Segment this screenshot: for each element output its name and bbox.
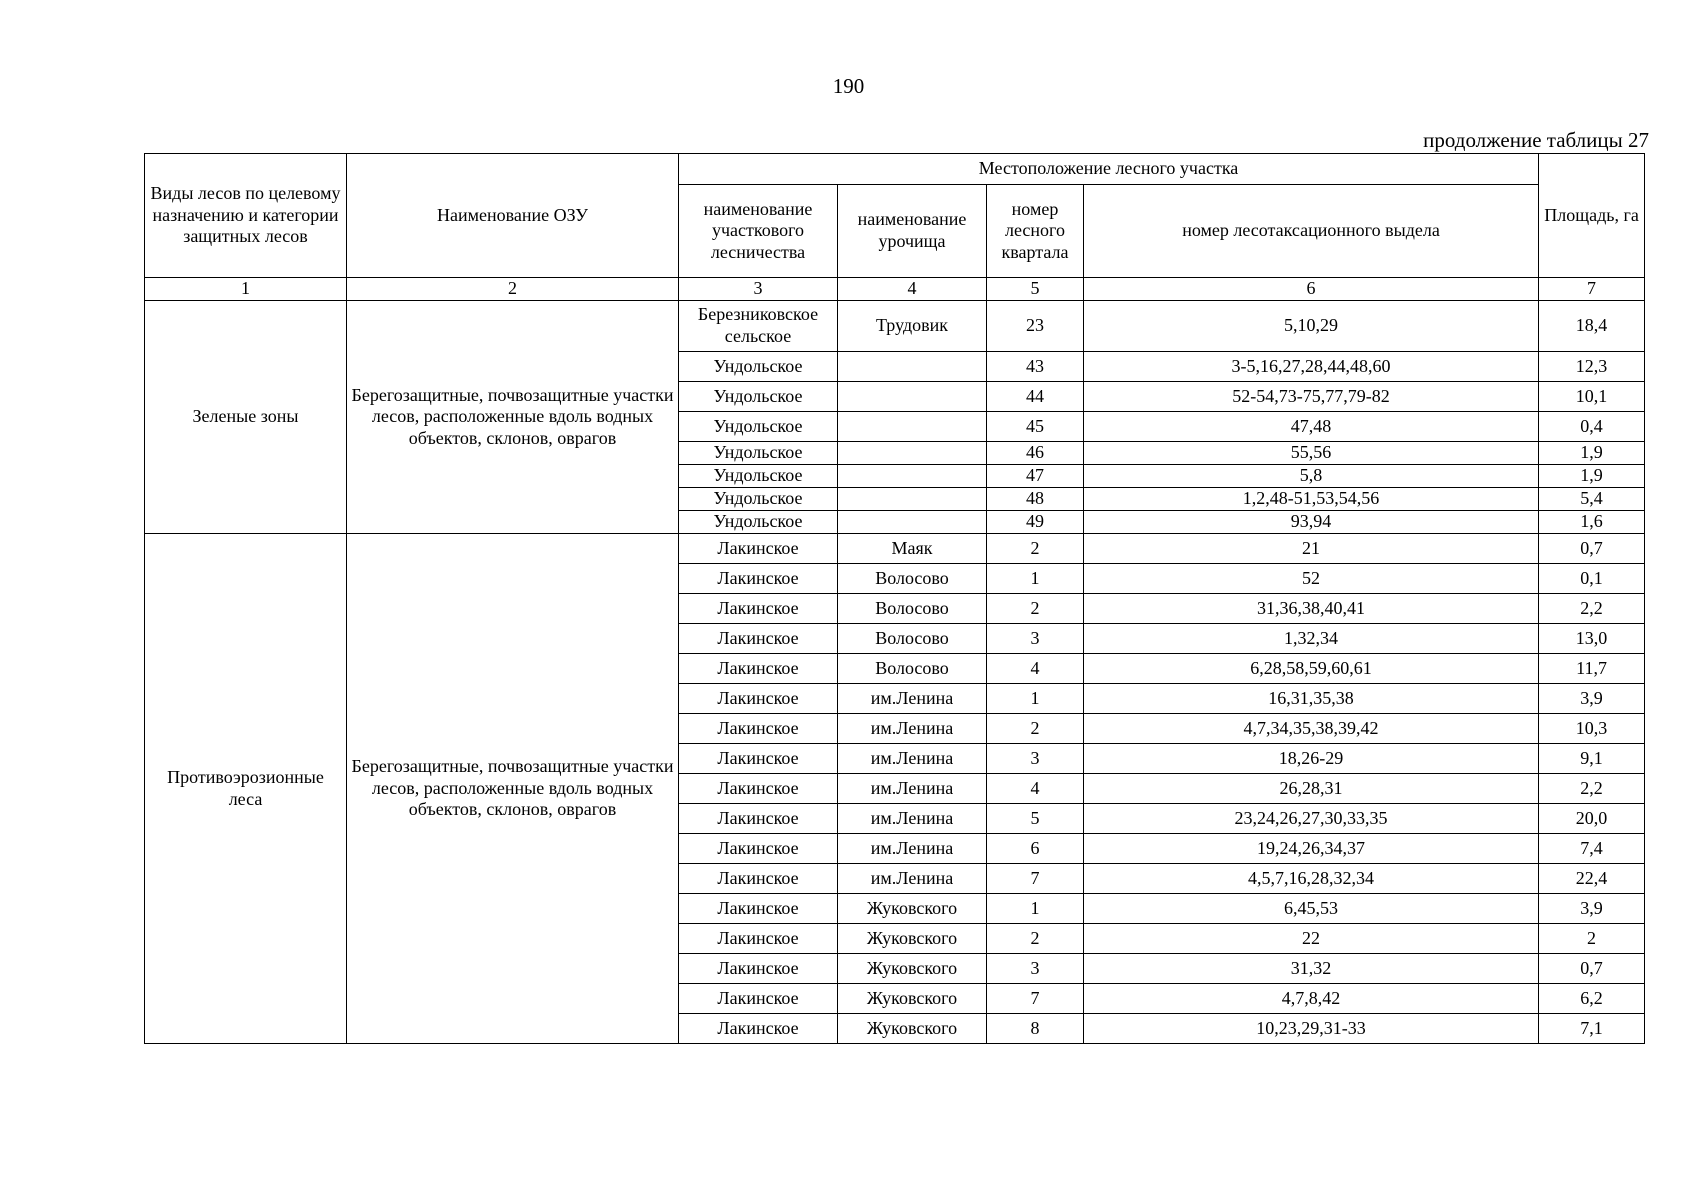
- area-cell: 10,1: [1539, 382, 1645, 412]
- ozu-name-cell: Берегозащитные, почвозащитные участки лесов, расположенные вдоль водных объектов, склонов, оврагов: [347, 534, 679, 1044]
- area-cell: 2: [1539, 924, 1645, 954]
- header-location-group: Местоположение лесного участка: [679, 154, 1539, 185]
- page-number: 190: [832, 74, 865, 98]
- area-cell: 2,2: [1539, 594, 1645, 624]
- forestry-cell: Лакинское: [679, 534, 838, 564]
- table-body: [145, 301, 1645, 1044]
- forest-type-cell: Зеленые зоны: [145, 301, 347, 534]
- plots-cell: 31,36,38,40,41: [1084, 594, 1539, 624]
- tract-cell: им.Ленина: [838, 834, 987, 864]
- quarter-cell: 7: [987, 864, 1084, 894]
- forestry-cell: Лакинское: [679, 744, 838, 774]
- plots-cell: 22: [1084, 924, 1539, 954]
- area-cell: 0,4: [1539, 412, 1645, 442]
- plots-cell: 6,28,58,59,60,61: [1084, 654, 1539, 684]
- area-cell: 7,1: [1539, 1014, 1645, 1044]
- header-forestry: наименование участкового лесничества: [679, 185, 838, 278]
- quarter-cell: 6: [987, 834, 1084, 864]
- quarter-cell: 49: [987, 511, 1084, 534]
- plots-cell: 4,7,34,35,38,39,42: [1084, 714, 1539, 744]
- quarter-cell: 3: [987, 744, 1084, 774]
- tract-cell: [838, 382, 987, 412]
- ozu-name-cell: Берегозащитные, почвозащитные участки лесов, расположенные вдоль водных объектов, склонов, оврагов: [347, 301, 679, 534]
- forestry-cell: Лакинское: [679, 834, 838, 864]
- plots-cell: 23,24,26,27,30,33,35: [1084, 804, 1539, 834]
- area-cell: 0,1: [1539, 564, 1645, 594]
- forestry-cell: Лакинское: [679, 894, 838, 924]
- plots-cell: 18,26-29: [1084, 744, 1539, 774]
- tract-cell: [838, 442, 987, 465]
- tract-cell: Волосово: [838, 654, 987, 684]
- area-cell: 1,9: [1539, 465, 1645, 488]
- area-cell: 10,3: [1539, 714, 1645, 744]
- plots-cell: 93,94: [1084, 511, 1539, 534]
- tract-cell: [838, 465, 987, 488]
- header-forest-type: Виды лесов по целевому назначению и категории защитных лесов: [145, 154, 347, 278]
- plots-cell: 5,10,29: [1084, 301, 1539, 352]
- forestry-cell: Ундольское: [679, 412, 838, 442]
- area-cell: 18,4: [1539, 301, 1645, 352]
- quarter-cell: 1: [987, 684, 1084, 714]
- tract-cell: Маяк: [838, 534, 987, 564]
- header-area: Площадь, га: [1539, 154, 1645, 278]
- forestry-cell: Ундольское: [679, 442, 838, 465]
- column-number: 5: [987, 278, 1084, 301]
- area-cell: 9,1: [1539, 744, 1645, 774]
- quarter-cell: 4: [987, 774, 1084, 804]
- forestry-cell: Лакинское: [679, 984, 838, 1014]
- column-number: 1: [145, 278, 347, 301]
- header-ozu-name: Наименование ОЗУ: [347, 154, 679, 278]
- quarter-cell: 2: [987, 714, 1084, 744]
- table-row: [145, 534, 1645, 564]
- forestry-cell: Лакинское: [679, 924, 838, 954]
- tract-cell: Жуковского: [838, 894, 987, 924]
- plots-cell: 52-54,73-75,77,79-82: [1084, 382, 1539, 412]
- area-cell: 22,4: [1539, 864, 1645, 894]
- plots-cell: 16,31,35,38: [1084, 684, 1539, 714]
- plots-cell: 5,8: [1084, 465, 1539, 488]
- area-cell: 20,0: [1539, 804, 1645, 834]
- tract-cell: Волосово: [838, 624, 987, 654]
- quarter-cell: 7: [987, 984, 1084, 1014]
- tract-cell: им.Ленина: [838, 714, 987, 744]
- quarter-cell: 3: [987, 624, 1084, 654]
- tract-cell: [838, 352, 987, 382]
- forestry-cell: Лакинское: [679, 564, 838, 594]
- tract-cell: Жуковского: [838, 924, 987, 954]
- plots-cell: 3-5,16,27,28,44,48,60: [1084, 352, 1539, 382]
- quarter-cell: 2: [987, 924, 1084, 954]
- tract-cell: Волосово: [838, 594, 987, 624]
- quarter-cell: 3: [987, 954, 1084, 984]
- column-number-row: [145, 278, 1645, 301]
- area-cell: 0,7: [1539, 534, 1645, 564]
- column-number: 4: [838, 278, 987, 301]
- tract-cell: им.Ленина: [838, 744, 987, 774]
- tract-cell: [838, 488, 987, 511]
- quarter-cell: 2: [987, 594, 1084, 624]
- plots-cell: 52: [1084, 564, 1539, 594]
- plots-cell: 47,48: [1084, 412, 1539, 442]
- quarter-cell: 45: [987, 412, 1084, 442]
- tract-cell: Жуковского: [838, 1014, 987, 1044]
- forestry-cell: Лакинское: [679, 684, 838, 714]
- area-cell: 1,9: [1539, 442, 1645, 465]
- forestry-cell: Ундольское: [679, 382, 838, 412]
- tract-cell: им.Ленина: [838, 684, 987, 714]
- forestry-cell: Лакинское: [679, 624, 838, 654]
- header-row: [145, 154, 1645, 185]
- quarter-cell: 46: [987, 442, 1084, 465]
- header-tract: наименование урочища: [838, 185, 987, 278]
- plots-cell: 10,23,29,31-33: [1084, 1014, 1539, 1044]
- forestry-cell: Березниковское сельское: [679, 301, 838, 352]
- tract-cell: им.Ленина: [838, 804, 987, 834]
- column-number: 2: [347, 278, 679, 301]
- forestry-cell: Лакинское: [679, 804, 838, 834]
- quarter-cell: 43: [987, 352, 1084, 382]
- tract-cell: Жуковского: [838, 984, 987, 1014]
- plots-cell: 31,32: [1084, 954, 1539, 984]
- column-number: 7: [1539, 278, 1645, 301]
- quarter-cell: 44: [987, 382, 1084, 412]
- quarter-cell: 48: [987, 488, 1084, 511]
- quarter-cell: 2: [987, 534, 1084, 564]
- quarter-cell: 4: [987, 654, 1084, 684]
- forest-type-cell: Противоэрозионные леса: [145, 534, 347, 1044]
- forestry-cell: Лакинское: [679, 864, 838, 894]
- forestry-cell: Лакинское: [679, 1014, 838, 1044]
- forestry-cell: Лакинское: [679, 594, 838, 624]
- plots-cell: 26,28,31: [1084, 774, 1539, 804]
- forest-table: [144, 153, 1645, 1044]
- area-cell: 6,2: [1539, 984, 1645, 1014]
- area-cell: 3,9: [1539, 684, 1645, 714]
- tract-cell: [838, 511, 987, 534]
- header-plots: номер лесотаксационного выдела: [1084, 185, 1539, 278]
- forestry-cell: Лакинское: [679, 774, 838, 804]
- area-cell: 1,6: [1539, 511, 1645, 534]
- table-row: [145, 301, 1645, 352]
- plots-cell: 6,45,53: [1084, 894, 1539, 924]
- forestry-cell: Ундольское: [679, 488, 838, 511]
- quarter-cell: 23: [987, 301, 1084, 352]
- column-number: 6: [1084, 278, 1539, 301]
- tract-cell: Жуковского: [838, 954, 987, 984]
- tract-cell: Трудовик: [838, 301, 987, 352]
- plots-cell: 4,5,7,16,28,32,34: [1084, 864, 1539, 894]
- area-cell: 0,7: [1539, 954, 1645, 984]
- table-caption: продолжение таблицы 27: [1423, 128, 1649, 152]
- plots-cell: 21: [1084, 534, 1539, 564]
- forestry-cell: Лакинское: [679, 654, 838, 684]
- area-cell: 3,9: [1539, 894, 1645, 924]
- plots-cell: 1,2,48-51,53,54,56: [1084, 488, 1539, 511]
- forestry-cell: Ундольское: [679, 465, 838, 488]
- header-quarter: номер лесного квартала: [987, 185, 1084, 278]
- plots-cell: 55,56: [1084, 442, 1539, 465]
- plots-cell: 19,24,26,34,37: [1084, 834, 1539, 864]
- tract-cell: Волосово: [838, 564, 987, 594]
- tract-cell: им.Ленина: [838, 774, 987, 804]
- area-cell: 2,2: [1539, 774, 1645, 804]
- plots-cell: 4,7,8,42: [1084, 984, 1539, 1014]
- forestry-cell: Ундольское: [679, 352, 838, 382]
- area-cell: 7,4: [1539, 834, 1645, 864]
- area-cell: 12,3: [1539, 352, 1645, 382]
- tract-cell: им.Ленина: [838, 864, 987, 894]
- quarter-cell: 1: [987, 564, 1084, 594]
- area-cell: 13,0: [1539, 624, 1645, 654]
- area-cell: 11,7: [1539, 654, 1645, 684]
- forestry-cell: Лакинское: [679, 714, 838, 744]
- forestry-cell: Лакинское: [679, 954, 838, 984]
- forestry-cell: Ундольское: [679, 511, 838, 534]
- tract-cell: [838, 412, 987, 442]
- quarter-cell: 1: [987, 894, 1084, 924]
- quarter-cell: 5: [987, 804, 1084, 834]
- quarter-cell: 8: [987, 1014, 1084, 1044]
- plots-cell: 1,32,34: [1084, 624, 1539, 654]
- quarter-cell: 47: [987, 465, 1084, 488]
- column-number: 3: [679, 278, 838, 301]
- area-cell: 5,4: [1539, 488, 1645, 511]
